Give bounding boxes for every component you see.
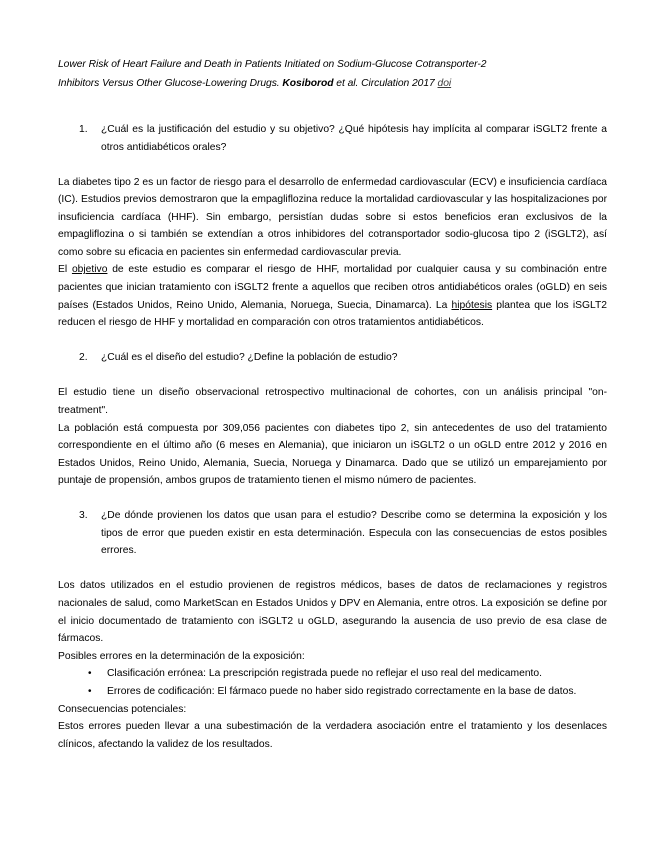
consequences-label: Consecuencias potenciales: [58,703,187,715]
answer-1-segment-2: de este estudio es comparar el riesgo de HHF, mortalidad por cualquier causa y su combinación entre pacientes que inician tratamiento con iSGLT2 frente a aquellos que reciben otros antidiabéticos orales (oGLD) en seis países (Estados Unidos, Reino Unido, Alemania, Noruega, Suecia, Dinamarca). La [58,264,607,311]
article-citation: et al. Circulation 2017 [336,78,435,89]
list-item-text: Clasificación errónea: La prescripción registrada puede no reflejar el uso real del medicamento. [107,668,542,680]
answer-1-underline-hipotesis: hipótesis [451,299,493,311]
answer-1-segment-1: El [58,264,72,276]
question-item-1 [58,121,607,156]
article-author: Kosiborod [282,78,334,89]
bullet-icon: • [88,685,92,697]
question-text-1: ¿Cuál es la justificación del estudio y su objetivo? ¿Qué hipótesis hay implícita al comparar iSGLT2 frente a otros antidiabéticos orales? [101,124,607,153]
error-types-list [58,665,607,700]
answer-3-error-intro: Posibles errores en la determinación de la exposición: [58,650,305,662]
question-item-3 [58,507,607,560]
question-item-2 [58,349,607,367]
answer-1-paragraph-1: La diabetes tipo 2 es un factor de riesgo para el desarrollo de enfermedad cardiovascular (ECV) e insuficiencia cardíaca (IC). Estudios previos demostraron que la empagliflozina reduce la mortalidad cardiovascular y las hospitalizaciones por insuficiencia cardíaca (HHF). Sin embargo, persistían dudas sobre si estos beneficios eran exclusivos de la empagliflozina o si también se extendían a otros inhibidores del cotransportador sodio-glucosa tipo 2 (iSGLT2), así como sobre su eficacia en pacientes sin enfermedad cardiovascular previa. [58,176,607,258]
answer-1-segment-3: plantea que los iSGLT2 reducen el riesgo de HHF y mortalidad en comparación con otros tratamientos antidiabéticos. [58,299,607,329]
answer-2-paragraph-2: La población está compuesta por 309,056 pacientes con diabetes tipo 2, sin antecedentes de uso del tratamiento correspondiente en el último año (6 meses en Alemania), que iniciaron un iSGLT2 o un oGLD entre 2012 y 2016 en Estados Unidos, Reino Unido, Alemania, Suecia, Noruega y Dinamarca. Dado que se utilizó un emparejamiento por puntaje de propensión, ambos grupos de tratamiento tienen el mismo número de pacientes. [58,422,607,487]
article-citation-header [58,55,607,93]
answer-1-paragraph-2 [58,261,607,331]
question-number-3: 3. [79,510,88,522]
doi-link[interactable]: doi [437,78,452,89]
spacer-after-answer-2 [58,490,607,508]
question-number-2: 2. [79,352,88,364]
list-item [58,683,607,701]
answer-1-underline-objetivo: objetivo [71,264,108,276]
consequences-text: Estos errores pueden llevar a una subestimación de la verdadera asociación entre el tratamiento y los desenlaces clínicos, afectando la validez de los resultados. [58,721,607,750]
list-item-text: Errores de codificación: El fármaco puede no haber sido registrado correctamente en la base de datos. [107,685,577,697]
answer-3-paragraph-1: Los datos utilizados en el estudio provienen de registros médicos, bases de datos de reclamaciones y registros nacionales de salud, como MarketScan en Estados Unidos y DPV en Alemania, entre otros. La exposición se define por el inicio documentado de tratamiento con iSGLT2 u oGLD, asegurando la ausencia de uso previo de esa clase de fármacos. [58,580,607,645]
question-text-3: ¿De dónde provienen los datos que usan para el estudio? Describe como se determina la exposición y los tipos de error que pueden existir en esta determinación. Especula con las consecuencias de estos posibles errores. [101,510,607,557]
bullet-icon: • [88,668,92,680]
article-title-line-2: Inhibitors Versus Other Glucose-Lowering Drugs. [58,78,280,89]
question-text-2: ¿Cuál es el diseño del estudio? ¿Define la población de estudio? [101,352,398,364]
question-number-1: 1. [79,124,88,135]
spacer-after-answer-1 [58,332,607,350]
answer-2-paragraph-1: El estudio tiene un diseño observacional retrospectivo multinacional de cohortes, con un análisis principal "on-treatment". [58,387,607,416]
article-title-line-1: Lower Risk of Heart Failure and Death in Patients Initiated on Sodium-Glucose Cotransporter-2 [58,59,487,70]
list-item [58,665,607,683]
